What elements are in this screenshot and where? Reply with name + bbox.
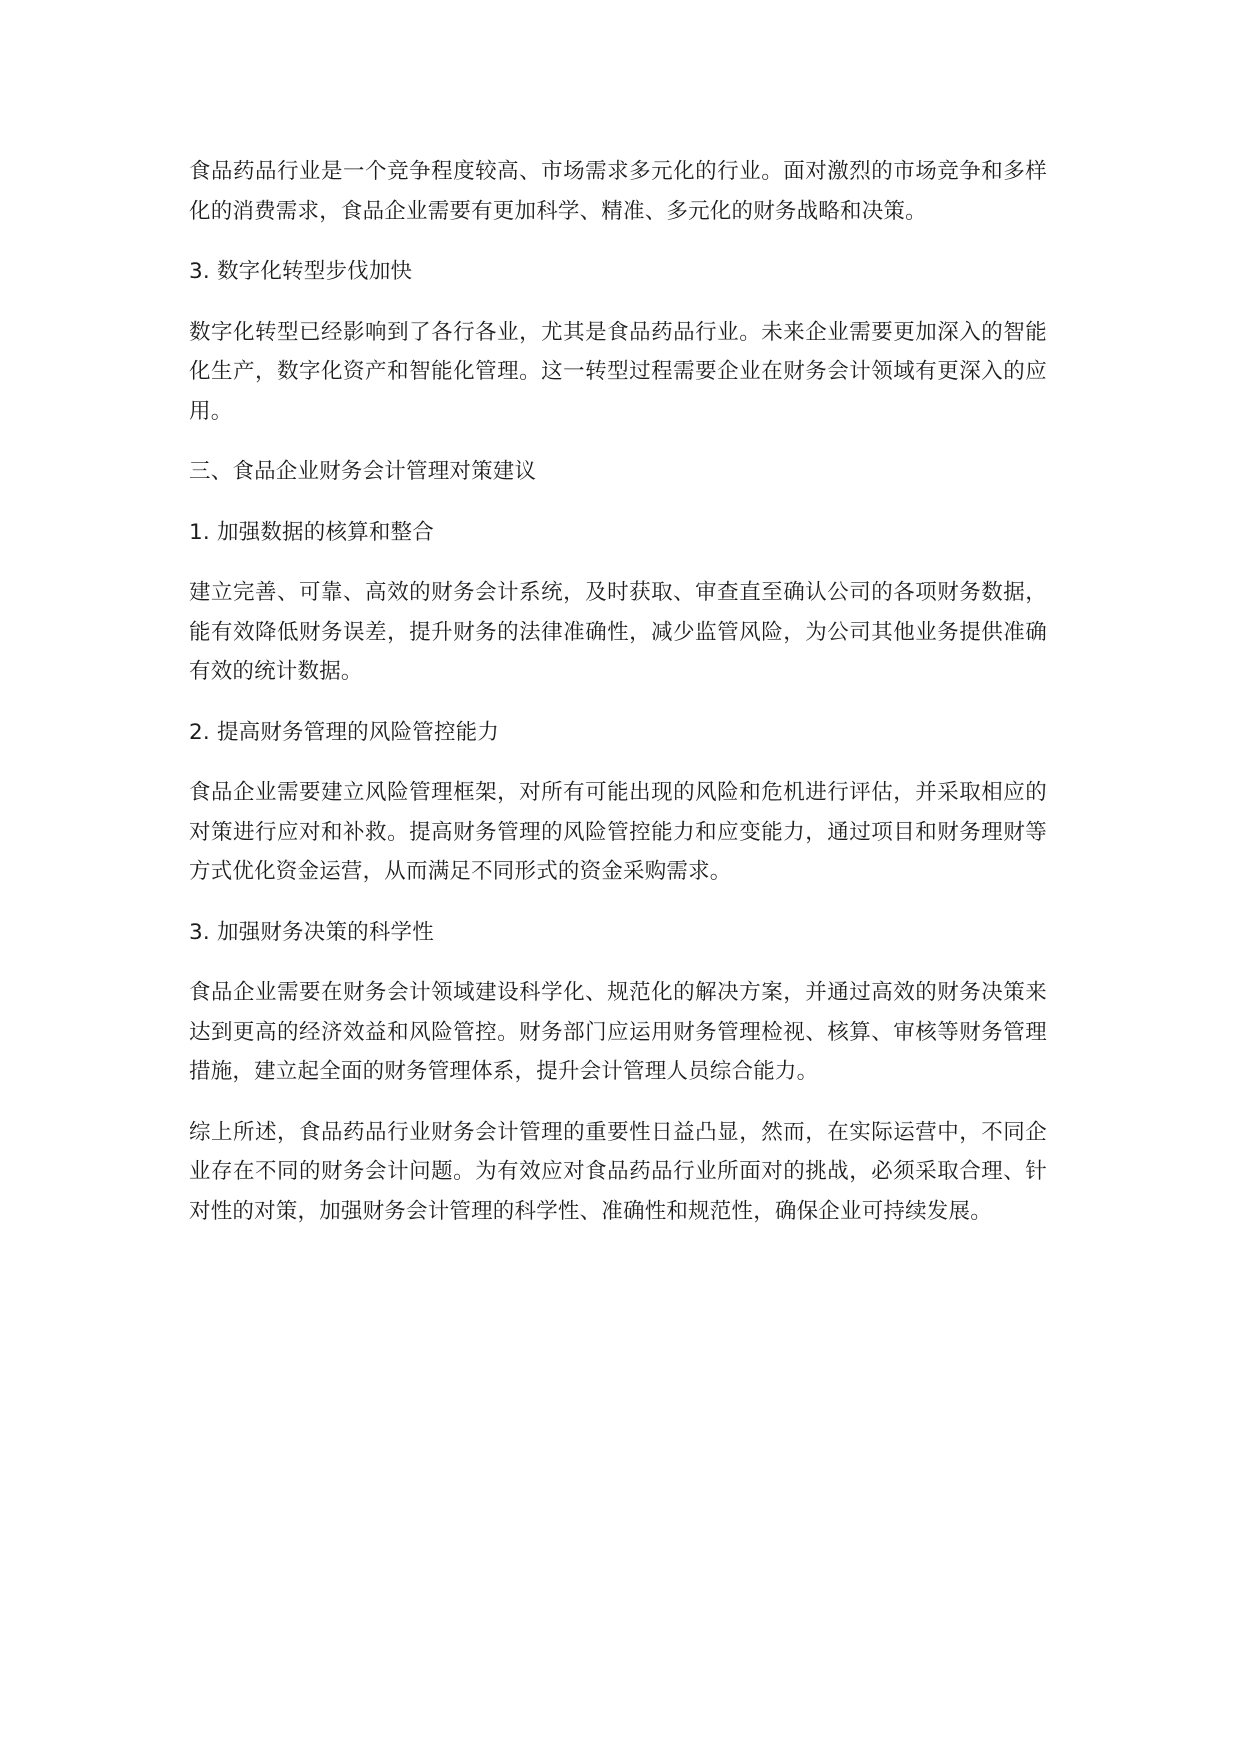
heading-risk-control: 2. 提高财务管理的风险管控能力 (189, 719, 500, 745)
paragraph-digital-transformation: 数字化转型已经影响到了各行各业，尤其是食品药品行业。未来企业需要更加深入的智能化生产，数字化资产和智能化管理。这一转型过程需要企业在财务会计领域有更深入的应用。 (189, 319, 1047, 424)
section-title-countermeasures: 三、食品企业财务会计管理对策建议 (189, 459, 537, 484)
paragraph-industry-competition: 食品药品行业是一个竞争程度较高、市场需求多元化的行业。面对激烈的市场竞争和多样化的消费需求，食品企业需要有更加科学、精准、多元化的财务战略和决策。 (189, 159, 1047, 224)
paragraph-scientific-decision: 食品企业需要在财务会计领域建设科学化、规范化的解决方案，并通过高效的财务决策来达到更高的经济效益和风险管控。财务部门应运用财务管理检视、核算、审核等财务管理措施，建立起全面的财务管理体系，提升会计管理人员综合能力。 (189, 980, 1047, 1084)
heading-digital-transformation: 3. 数字化转型步伐加快 (189, 259, 413, 284)
document-page (189, 152, 1047, 1252)
paragraph-conclusion: 综上所述，食品药品行业财务会计管理的重要性日益凸显，然而，在实际运营中，不同企业存在不同的财务会计问题。为有效应对食品药品行业所面对的挑战，必须采取合理、针对性的对策，加强财务会计管理的科学性、准确性和规范性，确保企业可持续发展。 (189, 1119, 1047, 1224)
heading-scientific-decision: 3. 加强财务决策的科学性 (189, 919, 434, 945)
paragraph-data-accounting: 建立完善、可靠、高效的财务会计系统，及时获取、审查直至确认公司的各项财务数据，能有效降低财务误差，提升财务的法律准确性，减少监管风险，为公司其他业务提供准确有效的统计数据。 (189, 580, 1047, 684)
heading-data-accounting: 1. 加强数据的核算和整合 (189, 519, 434, 545)
paragraph-risk-control: 食品企业需要建立风险管理框架，对所有可能出现的风险和危机进行评估，并采取相应的对策进行应对和补救。提高财务管理的风险管控能力和应变能力，通过项目和财务理财等方式优化资金运营，从而满足不同形式的资金采购需求。 (189, 780, 1047, 884)
